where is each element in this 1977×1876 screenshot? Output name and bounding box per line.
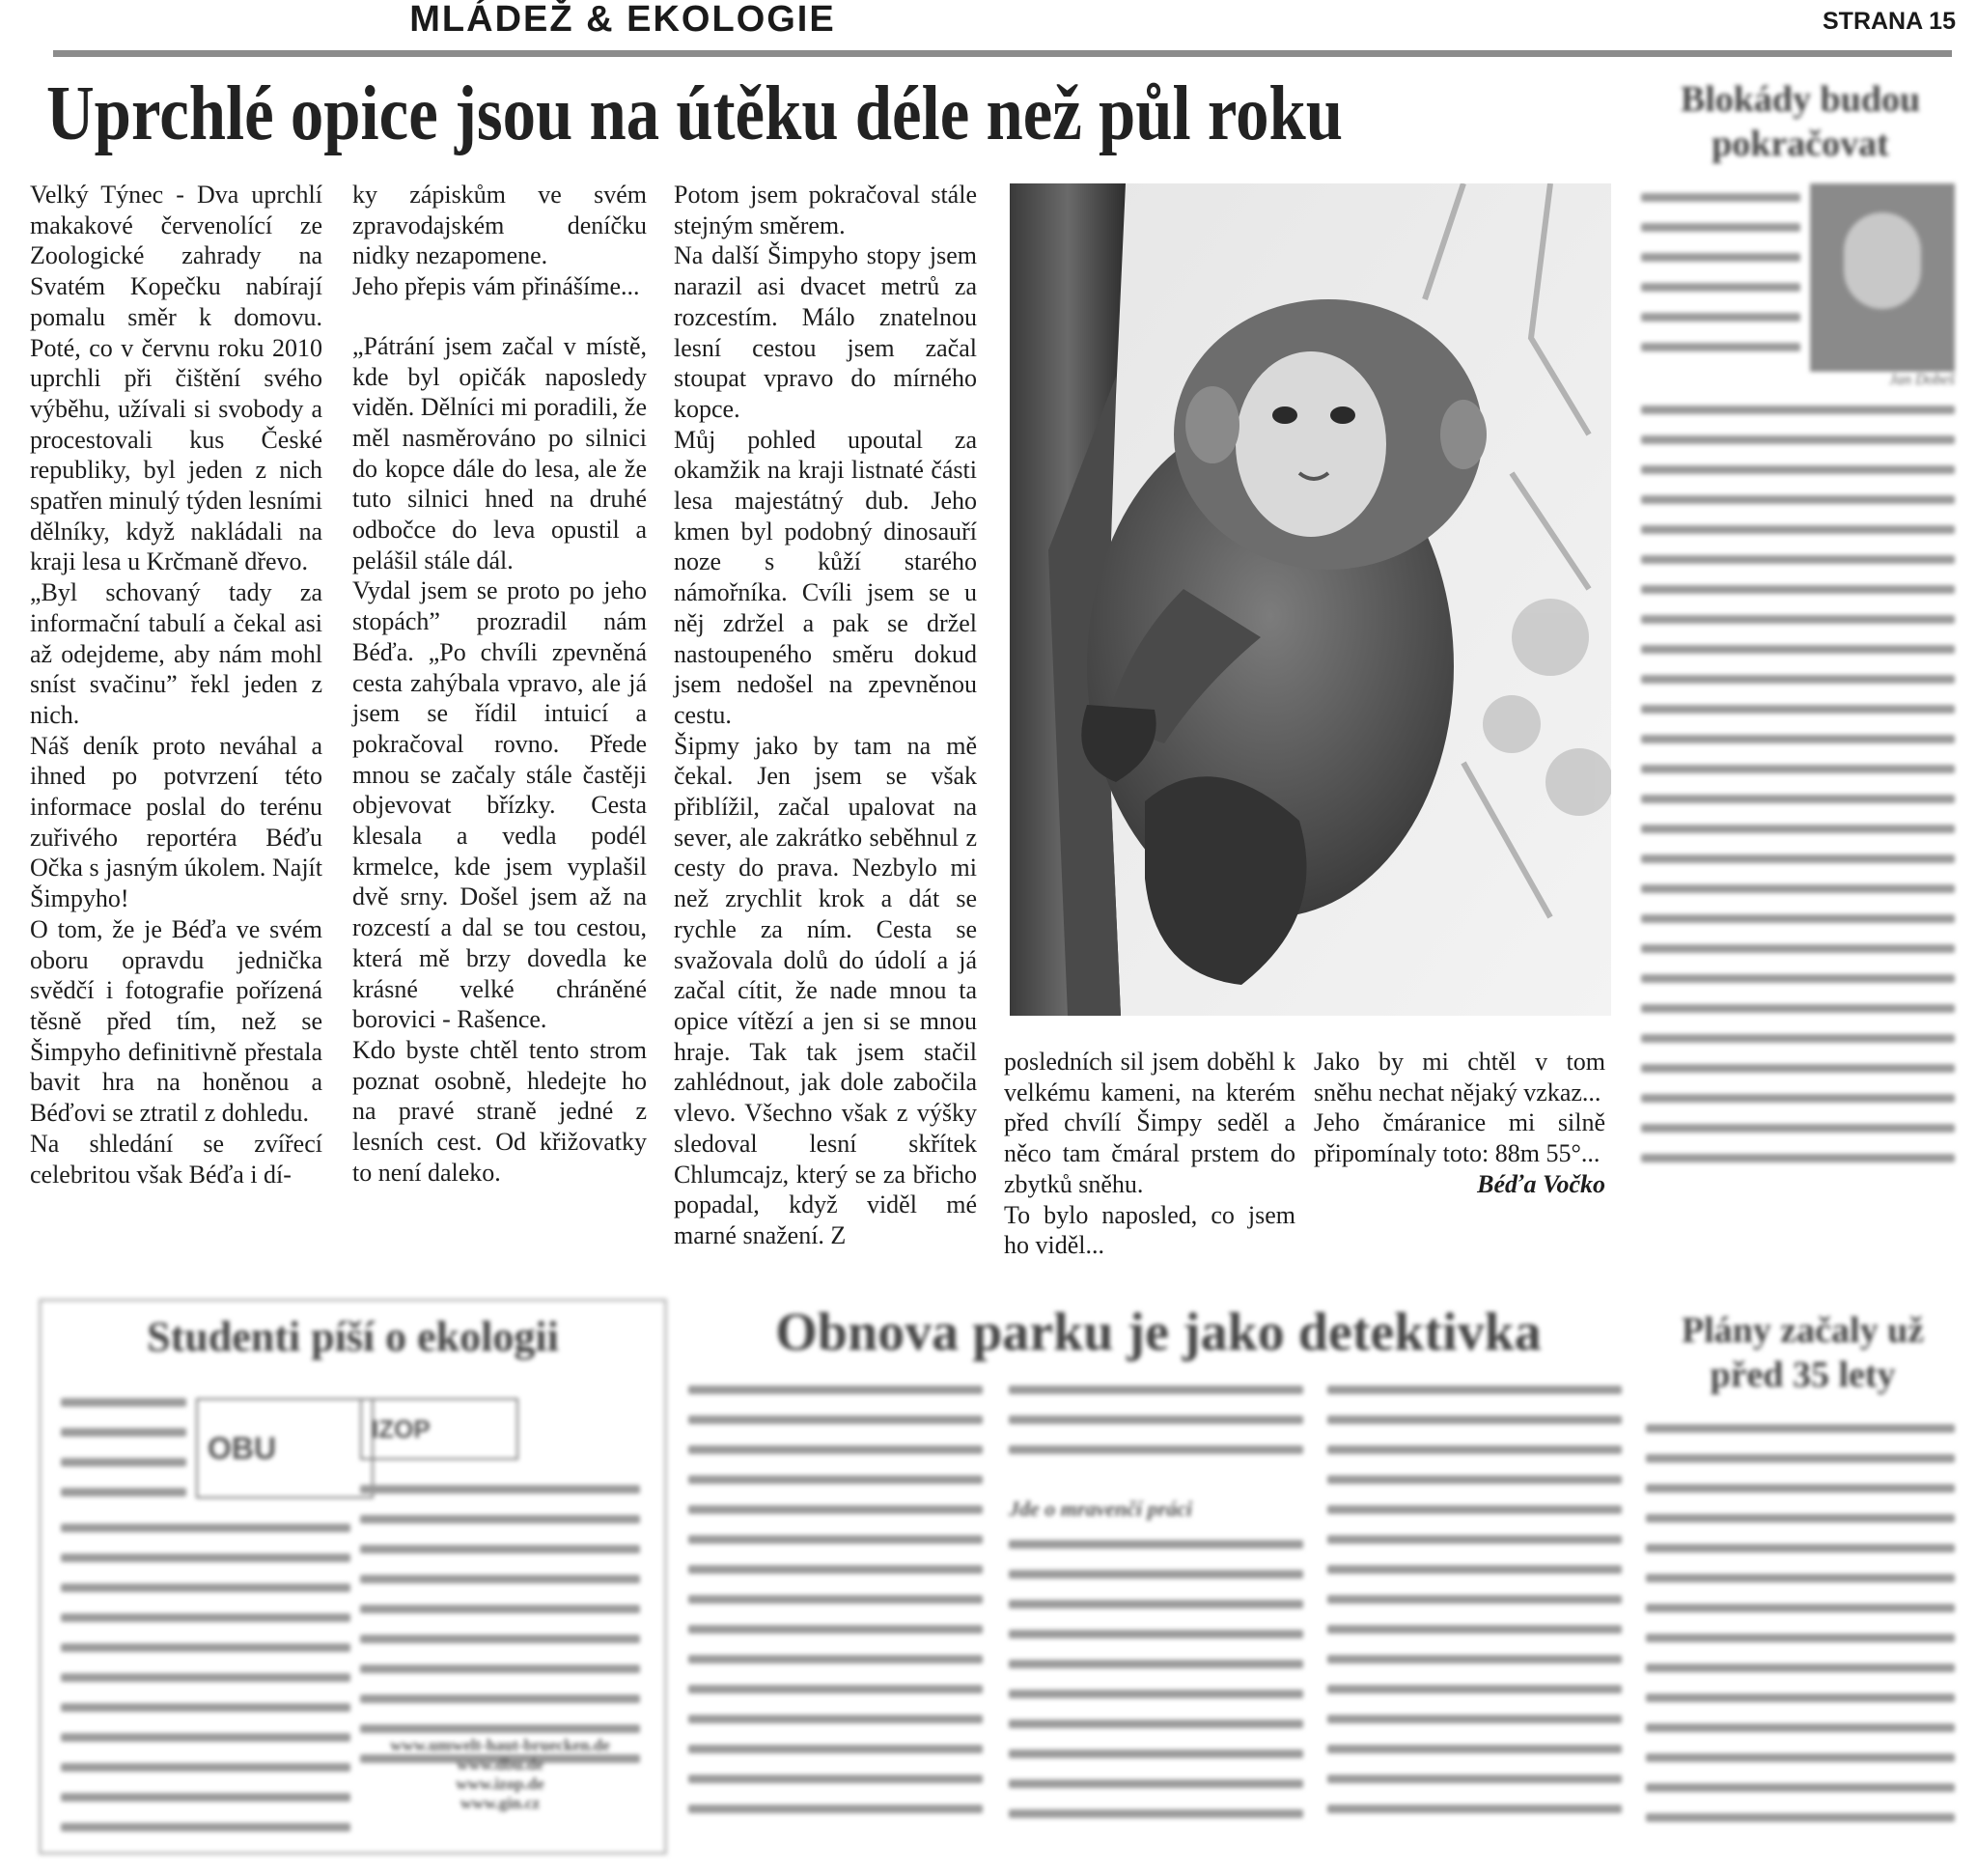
page-number: STRANA 15: [1823, 8, 1956, 35]
paragraph: Potom jsem pokračoval stále stejným směrem.: [674, 181, 977, 239]
paragraph: „Byl schovaný tady za informační tabulí a čekal asi až odejdeme, aby nám mohl sníst svačinu” řekl jeden z nich.: [30, 578, 322, 729]
izop-logo: IZOP: [360, 1398, 518, 1460]
article-column-3: [674, 180, 977, 1251]
paragraph: posledních sil jsem doběhl k velkému kameni, na kterém před chvílí Šimpy seděl a něco tam čmáral prstem do zbytků sněhu.: [1004, 1048, 1295, 1198]
paragraph: To bylo naposled, co jsem ho viděl...: [1004, 1200, 1295, 1260]
bottom-left-title: Studenti píší o ekologii: [147, 1313, 559, 1360]
header-rule: [53, 50, 1952, 57]
paragraph: Jako by mi chtěl v tom sněhu nechat nějaký vzkaz...: [1314, 1048, 1605, 1106]
bottom-center-article: [681, 1299, 1636, 1859]
link-item[interactable]: www.dbu.de: [457, 1755, 543, 1774]
monkey-photo: [1010, 183, 1611, 1016]
sidebar-article: [1641, 77, 1960, 1284]
author-signature: Béďa Vočko: [1477, 1169, 1605, 1198]
article-headline: Uprchlé opice jsou na útěku déle než půl roku: [46, 71, 1344, 156]
bottom-center-subhead: Jde o mravenčí práci: [1009, 1497, 1193, 1521]
article-column-5: [1314, 1047, 1605, 1200]
links-list: [360, 1736, 640, 1813]
sidebar-title: Blokády budou pokračovat: [1680, 79, 1921, 164]
author-photo: [1810, 183, 1955, 372]
paragraph: Šipmy jako by tam na mě čekal. Jen jsem se však přiblížil, začal upalovat na sever, ale zakrátko seběhnul z cesty do prava. Nezbylo mi než zrychlit krok a dát se rychle za ním. Cesta se svažovala dolů do údolí a já začal cítit, že nade mnou ta opice vítězí a jen si se mnou hraje. Tak tak jsem stačil zahlédnout, jak dole zabočila vlevo. Všechno však z výšky sledoval lesní skřítek Chlumcajz, který se za břicho popadal, když viděl mé marné snažení. Z: [674, 731, 977, 1249]
paragraph: Na shledání se zvířecí celebritou však Béďa i dí-: [30, 1129, 322, 1189]
bottom-right-article: [1646, 1308, 1960, 1859]
bottom-center-title: Obnova parku je jako detektivka: [775, 1302, 1542, 1362]
paragraph: Jeho čmáranice mi silně připomínaly toto: 88m 55°...: [1314, 1108, 1605, 1168]
link-item[interactable]: www.umwelt-haut-bruecken.de: [390, 1736, 610, 1754]
article-column-2: [352, 180, 647, 1189]
photo-caption: Jan Dobeš: [1889, 372, 1955, 388]
paragraph: „Pátrání jsem začal v místě, kde byl opičák naposledy viděn. Dělníci mi poradili, že měl nasměrováno po silnici do kopce dále do lesa, ale že tuto silnici hned na druhé odbočce do leva opustil a pelášil stále dál.: [352, 331, 647, 574]
paragraph: O tom, že je Béďa ve svém oboru opravdu jednička svědčí i fotografie pořízená těsně před tím, než se Šimpyho definitivně přestala bavit hra na honěnou a Béďovi se ztratil z dohledu.: [30, 914, 322, 1128]
link-item[interactable]: www.gin.cz: [459, 1794, 541, 1812]
paragraph: ky zápiskům ve svém zpravodajském deníčku nidky nezapomene.: [352, 181, 647, 270]
link-item[interactable]: www.izop.de: [456, 1775, 544, 1793]
bottom-left-article: [39, 1299, 667, 1855]
paragraph: Velký Týnec - Dva uprchlí makakové červenolící ze Zoologické zahrady na Svatém Kopečku nabírají pomalu směr k domovu. Poté, co v červnu roku 2010 uprchli při čištění svého výběhu, užívali si svobody a procestovali kus České republiky, byl jeden z nich spatřen minulý týden lesními dělníky, když nakládali na kraji lesa u Krčmaně dřevo.: [30, 181, 322, 576]
paragraph: Náš deník proto neváhal a ihned po potvrzení této informace poslal do terénu zuřivého reportéra Béďu Očka s jasným úkolem. Najít Šimpyho!: [30, 731, 322, 913]
paragraph: Kdo byste chtěl tento strom poznat osobně, hledejte ho na pravé straně jedné z lesních cest. Od křižovatky to není daleko.: [352, 1035, 647, 1187]
section-title: MLÁDEŽ & EKOLOGIE: [409, 0, 836, 40]
monkey-illustration: [1010, 183, 1611, 1016]
article-column-4: [1004, 1047, 1295, 1261]
bottom-right-title: Plány začaly už před 35 lety: [1681, 1310, 1925, 1395]
paragraph: Jeho přepis vám přinášíme...: [352, 272, 640, 301]
paragraph: Můj pohled upoutal za okamžik na kraji listnaté části lesa majestátný dub. Jeho kmen byl podobný dinosauří noze s kůží starého námořníka. Cvíli jsem se u něj zdržel a pak se držel nastoupeného směru dokud jsem nedošel na zpevněnou cestu.: [674, 425, 977, 729]
obu-logo: OBU: [196, 1398, 374, 1498]
paragraph: Vydal jsem se proto po jeho stopách” prozradil nám Béďa. „Po chvíli zpevněná cesta zahýbala vpravo, ale já jsem se řídil intuicí a pokračoval rovno. Přede mnou se začaly stále častěji objevovat břízky. Cesta klesala a vedla podél krmelce, kde jsem vyplašil dvě srny. Došel jsem až na rozcestí a dal se tou cestou, která mě brzy dovedla ke krásné velké chráněné borovici - Rašence.: [352, 576, 647, 1034]
article-column-1: [30, 180, 322, 1190]
paragraph: Na další Šimpyho stopy jsem narazil asi dvacet metrů za rozcestím. Málo znatelnou lesní cestou jsem začal stoupat vpravo do mírného kopce.: [674, 241, 977, 423]
